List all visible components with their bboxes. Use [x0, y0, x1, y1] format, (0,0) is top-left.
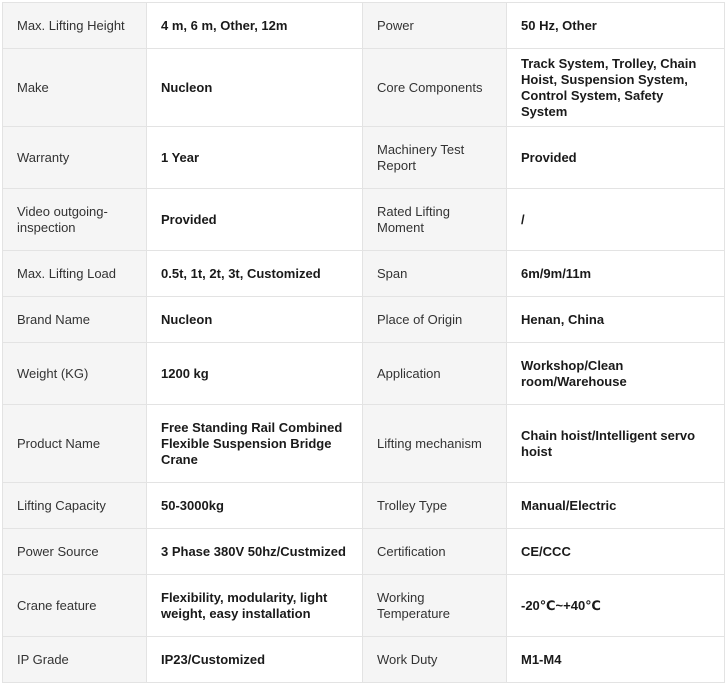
- table-row: [3, 189, 725, 251]
- spec-label: Application: [363, 343, 507, 405]
- spec-value: 0.5t, 1t, 2t, 3t, Customized: [147, 251, 363, 297]
- spec-value: Chain hoist/Intelligent servo hoist: [507, 405, 725, 483]
- spec-value: 1 Year: [147, 127, 363, 189]
- spec-value: Henan, China: [507, 297, 725, 343]
- spec-value: 1200 kg: [147, 343, 363, 405]
- spec-label: Video outgoing-inspection: [3, 189, 147, 251]
- spec-table: [2, 2, 725, 683]
- table-row: [3, 3, 725, 49]
- spec-label: Working Temperature: [363, 575, 507, 637]
- spec-value: M1-M4: [507, 637, 725, 683]
- spec-value: 6m/9m/11m: [507, 251, 725, 297]
- table-row: [3, 251, 725, 297]
- spec-value: Nucleon: [147, 297, 363, 343]
- spec-value: Track System, Trolley, Chain Hoist, Suspension System, Control System, Safety System: [507, 49, 725, 127]
- table-row: [3, 483, 725, 529]
- spec-label: Certification: [363, 529, 507, 575]
- spec-value: 50-3000kg: [147, 483, 363, 529]
- spec-value: CE/CCC: [507, 529, 725, 575]
- table-row: [3, 529, 725, 575]
- spec-label: Max. Lifting Load: [3, 251, 147, 297]
- spec-value: 50 Hz, Other: [507, 3, 725, 49]
- spec-label: Weight (KG): [3, 343, 147, 405]
- spec-label: Trolley Type: [363, 483, 507, 529]
- table-row: [3, 575, 725, 637]
- spec-label: Power: [363, 3, 507, 49]
- spec-label: Core Components: [363, 49, 507, 127]
- spec-label: Place of Origin: [363, 297, 507, 343]
- table-row: [3, 405, 725, 483]
- spec-value: Nucleon: [147, 49, 363, 127]
- spec-label: Work Duty: [363, 637, 507, 683]
- spec-label: Crane feature: [3, 575, 147, 637]
- table-row: [3, 49, 725, 127]
- spec-value: IP23/Customized: [147, 637, 363, 683]
- spec-label: Brand Name: [3, 297, 147, 343]
- spec-label: Warranty: [3, 127, 147, 189]
- spec-value: Workshop/Clean room/Warehouse: [507, 343, 725, 405]
- spec-label: Lifting Capacity: [3, 483, 147, 529]
- spec-value: Provided: [147, 189, 363, 251]
- table-row: [3, 343, 725, 405]
- spec-label: Rated Lifting Moment: [363, 189, 507, 251]
- spec-value: Provided: [507, 127, 725, 189]
- spec-value: 4 m, 6 m, Other, 12m: [147, 3, 363, 49]
- spec-value: Free Standing Rail Combined Flexible Suspension Bridge Crane: [147, 405, 363, 483]
- spec-label: Make: [3, 49, 147, 127]
- spec-label: Span: [363, 251, 507, 297]
- table-row: [3, 297, 725, 343]
- spec-value: Manual/Electric: [507, 483, 725, 529]
- spec-value: /: [507, 189, 725, 251]
- spec-label: Machinery Test Report: [363, 127, 507, 189]
- spec-value: 3 Phase 380V 50hz/Custmized: [147, 529, 363, 575]
- spec-label: Max. Lifting Height: [3, 3, 147, 49]
- table-row: [3, 637, 725, 683]
- spec-value: Flexibility, modularity, light weight, easy installation: [147, 575, 363, 637]
- spec-label: IP Grade: [3, 637, 147, 683]
- table-row: [3, 127, 725, 189]
- spec-label: Lifting mechanism: [363, 405, 507, 483]
- spec-label: Power Source: [3, 529, 147, 575]
- spec-label: Product Name: [3, 405, 147, 483]
- spec-value: -20℃~+40℃: [507, 575, 725, 637]
